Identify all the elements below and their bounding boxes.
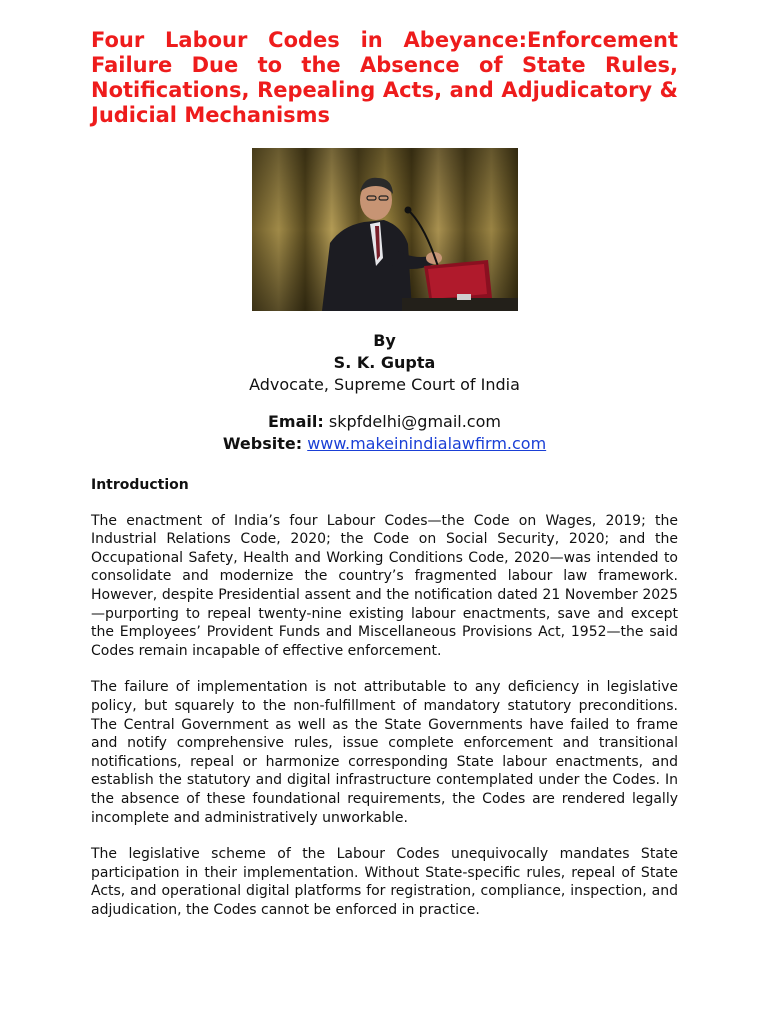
website-line	[91, 433, 678, 455]
author-block	[91, 330, 678, 455]
email-line	[91, 411, 678, 433]
document-body	[91, 476, 678, 937]
website-label: Website:	[222, 434, 303, 453]
paragraph: The failure of implementation is not attributable to any deficiency in legislative policy, but squarely to the non-fulfillment of mandatory statutory preconditions. The Central Government as well as the State Governments have failed to frame and notify comprehensive rules, issue complete enforcement and transitional notifications, repeal or harmonize corresponding State labour enactments, and establish the statutory and digital infrastructure contemplated under the Codes. In the absence of these foundational requirements, the Codes are rendered legally incomplete and administratively unworkable.	[91, 679, 678, 826]
spacer	[91, 396, 678, 411]
author-photo	[252, 148, 518, 311]
author-name: S. K. Gupta	[333, 353, 436, 372]
paragraph: The legislative scheme of the Labour Codes unequivocally mandates State participation in their implementation. Without State-specific rules, repeal of State Acts, and operational digital platforms for registration, compliance, inspection, and adjudication, the Codes cannot be enforced in practice.	[91, 846, 678, 918]
author-designation: Advocate, Supreme Court of India	[249, 375, 520, 394]
document-title: Four Labour Codes in Abeyance:Enforcement Failure Due to the Absence of State Rules, Notifications, Repealing Acts, and Adjudicatory & Judicial Mechanisms	[91, 28, 678, 127]
by-label: By	[373, 331, 396, 350]
email-address: skpfdelhi@gmail.com	[328, 412, 501, 431]
section-heading: Introduction	[91, 477, 189, 493]
website-link[interactable]: www.makeinindialawfirm.com	[307, 434, 547, 453]
email-label: Email:	[268, 412, 324, 431]
paragraph: The enactment of India’s four Labour Codes—the Code on Wages, 2019; the Industrial Relations Code, 2020; the Code on Social Security, 2020; and the Occupational Safety, Health and Working Conditions Code, 2020—was intended to consolidate and modernize the country’s fragmented labour law framework. However, despite Presidential assent and the notification dated 21 November 2025—purporting to repeal twenty-nine existing labour enactments, save and except the Employees’ Provident Funds and Miscellaneous Provisions Act, 1952—the said Codes remain incapable of effective enforcement.	[91, 512, 678, 659]
